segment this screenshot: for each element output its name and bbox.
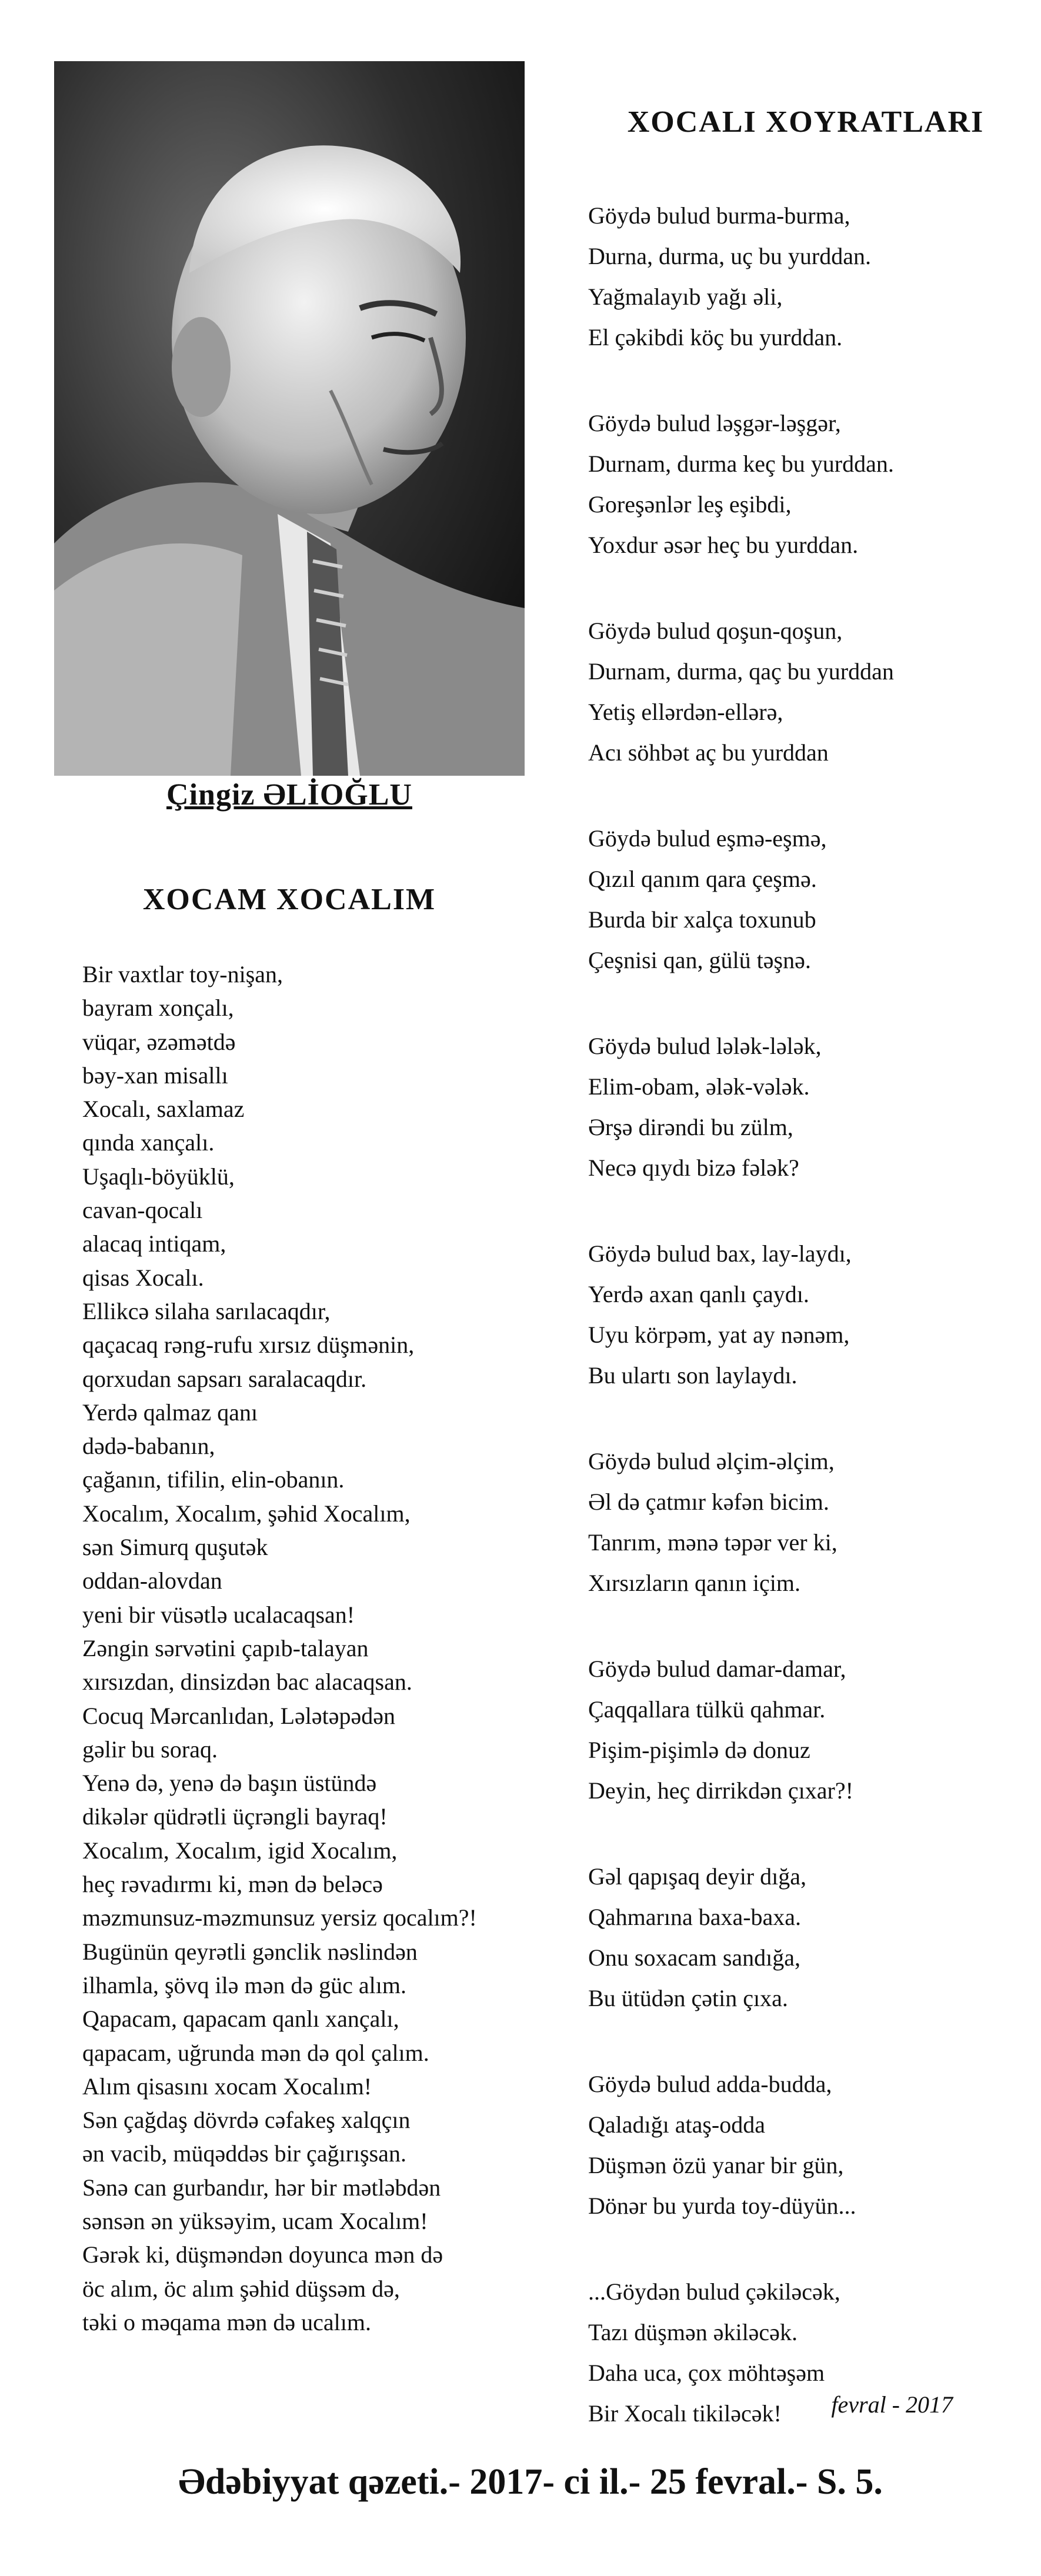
- poem-line: Qaladığı ataş-odda: [588, 2111, 765, 2138]
- poem-line: Çaqqallara tülkü qahmar.: [588, 1696, 826, 1723]
- poem-line: Tanrım, mənə təpər ver ki,: [588, 1529, 838, 1556]
- poem-line: oddan-alovdan: [82, 1567, 222, 1594]
- poem-line: Daha uca, çox möhtəşəm: [588, 2360, 825, 2386]
- poem-line: Xocalım, Xocalım, igid Xocalım,: [82, 1837, 398, 1864]
- stanza: [588, 1856, 1012, 2018]
- poem-line: qorxudan sapsarı saralacaqdır.: [82, 1365, 367, 1392]
- poem-line: Durna, durma, uç bu yurddan.: [588, 243, 871, 269]
- poem-line: bəy-xan misallı: [82, 1062, 228, 1089]
- poem-line: Sən çağdaş dövrdə cəfakeş xalqçın: [82, 2107, 411, 2134]
- poem-line: qisas Xocalı.: [82, 1264, 204, 1291]
- poem-line: Alım qisasını xocam Xocalım!: [82, 2073, 372, 2100]
- poem-line: Elim-obam, ələk-vələk.: [588, 1073, 810, 1100]
- poem-line: Yerdə qalmaz qanı: [82, 1399, 258, 1426]
- poem-line: Çeşnisi qan, gülü təşnə.: [588, 947, 811, 973]
- poem-line: Ərşə dirəndi bu zülm,: [588, 1114, 793, 1140]
- poem-line: Xocalım, Xocalım, şəhid Xocalım,: [82, 1500, 411, 1527]
- poem-line: ilhamla, şövq ilə mən də güc alım.: [82, 1971, 406, 1998]
- poem-line: Yerdə axan qanlı çaydı.: [588, 1281, 809, 1307]
- poem-line: Burda bir xalça toxunub: [588, 906, 816, 933]
- poem-line: məzmunsuz-məzmunsuz yersiz qocalım?!: [82, 1904, 477, 1931]
- poem-line: gəlir bu soraq.: [82, 1736, 218, 1763]
- stanza: [588, 195, 1012, 358]
- poem-line: Bugünün qeyrətli gənclik nəslindən: [82, 1938, 418, 1965]
- portrait-illustration: [54, 61, 525, 776]
- author-name: Çingiz ƏLİOĞLU: [166, 778, 412, 812]
- stanza: [588, 403, 1012, 565]
- poem-line: yeni bir vüsətlə ucalacaqsan!: [82, 1601, 355, 1628]
- poem-line: sən Simurq quşutək: [82, 1534, 268, 1561]
- poem-line: Düşmən özü yanar bir gün,: [588, 2152, 844, 2178]
- poem-line: Göydə bulud lələk-lələk,: [588, 1033, 822, 1059]
- poem-line: Bir vaxtlar toy-nişan,: [82, 961, 283, 987]
- poem-line: Bu ulartı son laylaydı.: [588, 1362, 798, 1389]
- poem-line: Uşaqlı-böyüklü,: [82, 1163, 235, 1190]
- poem-line: çağanın, tifilin, elin-obanın.: [82, 1466, 345, 1493]
- poem-line: qında xançalı.: [82, 1129, 215, 1156]
- poem-line: Acı söhbət aç bu yurddan: [588, 739, 829, 766]
- poem-line: Gərək ki, düşməndən doyunca mən də: [82, 2241, 443, 2268]
- poem-line: vüqar, əzəmətdə: [82, 1028, 236, 1055]
- poem-line: Xırsızların qanın içim.: [588, 1570, 801, 1596]
- poem-line: Dönər bu yurda toy-düyün...: [588, 2193, 856, 2219]
- poem-line: Bu ütüdən çətin çıxa.: [588, 1985, 788, 2011]
- poem-line: Göydə bulud bax, lay-laydı,: [588, 1240, 852, 1267]
- poem-line: alacaq intiqam,: [82, 1230, 226, 1257]
- poem-line: xırsızdan, dinsizdən bac alacaqsan.: [82, 1669, 412, 1696]
- stanza: [588, 610, 1012, 773]
- poem-line: Cocuq Mərcanlıdan, Lələtəpədən: [82, 1702, 395, 1729]
- poem-line: Ellikcə silaha sarılacaqdır,: [82, 1297, 331, 1324]
- poem-line: təki o məqama mən də ucalım.: [82, 2308, 371, 2335]
- source-citation: Ədəbiyyat qəzeti.- 2017- ci il.- 25 fevral.- S. 5.: [178, 2462, 883, 2502]
- poem-line: Durnam, durma, qaç bu yurddan: [588, 658, 894, 685]
- poem-line: ...Göydən bulud çəkiləcək,: [588, 2278, 840, 2305]
- poem-line: Göydə bulud eşmə-eşmə,: [588, 825, 827, 852]
- stanza: [588, 818, 1012, 980]
- poem-line: Əl də çatmır kəfən bicim.: [588, 1489, 829, 1515]
- poem-line: qapacam, uğrunda mən də qol çalım.: [82, 2039, 429, 2066]
- poem-line: Durnam, durma keç bu yurddan.: [588, 451, 894, 477]
- poem-line: cavan-qocalı: [82, 1197, 203, 1224]
- poem-line: Goreşənlər leş eşibdi,: [588, 491, 792, 518]
- poem-line: Onu soxacam sandığa,: [588, 1944, 801, 1971]
- poem-line: ən vacib, müqəddəs bir çağırışsan.: [82, 2140, 406, 2167]
- poem-line: Deyin, heç dirrikdən çıxar?!: [588, 1777, 853, 1804]
- poem-line: Göydə bulud adda-budda,: [588, 2071, 832, 2097]
- poem-line: Göydə bulud qoşun-qoşun,: [588, 618, 843, 644]
- poem-line: Qapacam, qapacam qanlı xançalı,: [82, 2006, 399, 2033]
- poem-line: Necə qıydı bizə fələk?: [588, 1154, 799, 1181]
- poem-line: Zəngin sərvətini çapıb-talayan: [82, 1634, 369, 1661]
- poem-line: Qızıl qanım qara çeşmə.: [588, 866, 817, 892]
- poem-line: Yağmalayıb yağı əli,: [588, 283, 783, 310]
- poem-line: Göydə bulud damar-damar,: [588, 1656, 846, 1682]
- right-poem-title: XOCALI XOYRATLARI: [627, 105, 985, 139]
- poem-line: Pişim-pişimlə də donuz: [588, 1737, 810, 1763]
- poem-line: Göydə bulud ləşgər-ləşgər,: [588, 410, 841, 436]
- poem-line: Sənə can gurbandır, hər bir mətləbdən: [82, 2174, 441, 2201]
- poem-line: Bir Xocalı tikiləcək!: [588, 2400, 782, 2427]
- stanza: [588, 1233, 1012, 1396]
- poem-line: El çəkibdi köç bu yurddan.: [588, 324, 843, 351]
- left-poem-body: [82, 957, 553, 2339]
- poem-date: fevral - 2017: [831, 2391, 953, 2418]
- poem-line: dədə-babanın,: [82, 1433, 215, 1460]
- poem-line: Göydə bulud əlçim-əlçim,: [588, 1448, 835, 1474]
- poem-line: qaçacaq rəng-rufu xırsız düşmənin,: [82, 1332, 415, 1359]
- stanza: [588, 2064, 1012, 2226]
- poem-line: bayram xonçalı,: [82, 995, 234, 1022]
- poem-line: Yoxdur əsər heç bu yurddan.: [588, 532, 859, 558]
- poem-line: heç rəvadırmı ki, mən də beləcə: [82, 1871, 383, 1898]
- author-portrait-photo: [54, 61, 525, 776]
- poem-line: Xocalı, saxlamaz: [82, 1096, 245, 1123]
- poem-line: Qahmarına baxa-baxa.: [588, 1904, 802, 1930]
- poem-line: Gəl qapışaq deyir dığa,: [588, 1863, 806, 1890]
- poem-line: Yenə də, yenə də başın üstündə: [82, 1770, 377, 1797]
- poem-line: Yetiş ellərdən-ellərə,: [588, 699, 783, 725]
- poem-line: öc alım, öc alım şəhid düşsəm də,: [82, 2275, 400, 2302]
- stanza: [588, 1026, 1012, 1188]
- poem-line: dikələr qüdrətli üçrəngli bayraq!: [82, 1803, 388, 1830]
- right-poem-body: [588, 195, 1012, 2479]
- stanza: [588, 1441, 1012, 1603]
- poem-line: sənsən ən yüksəyim, ucam Xocalım!: [82, 2207, 428, 2234]
- poem-line: Uyu körpəm, yat ay nənəm,: [588, 1322, 850, 1348]
- poem-line: Göydə bulud burma-burma,: [588, 202, 850, 229]
- poem-line: Tazı düşmən əkiləcək.: [588, 2319, 798, 2345]
- stanza: [588, 1649, 1012, 1811]
- left-poem-title: XOCAM XOCALIM: [142, 883, 436, 916]
